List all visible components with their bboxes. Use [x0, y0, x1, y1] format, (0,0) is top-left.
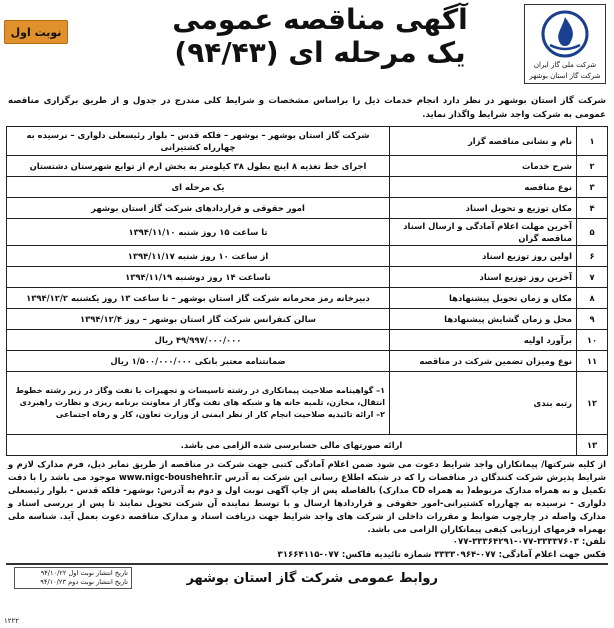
row-value: تا ساعت ۱۵ روز شنبه ۱۳۹۴/۱۱/۱۰ [7, 219, 390, 246]
logo-line-1: شرکت ملی گاز ایران [533, 61, 597, 69]
tender-details-table [6, 126, 608, 456]
ad-code: ۱۲۲۲ [4, 617, 20, 625]
row-label: محل و زمان گشایش پیشنهادها [390, 309, 577, 330]
row-number: ۵ [577, 219, 608, 246]
publish-date-1: تاریخ انتشار نوبت اول ۹۴/۱۰/۲۲ [40, 569, 128, 577]
first-round-badge: نوبت اول [4, 20, 68, 44]
row-label: رتبه بندی [390, 372, 577, 435]
phone-numbers: تلفن: ۳۳۳۳۷۶۰۳-۰۷۷-۳۳۳۶۴۲۹۱-۰۷۷ [452, 537, 606, 547]
row-value: امور حقوقی و قراردادهای شرکت گاز استان بوشهر [7, 198, 390, 219]
table-row [7, 219, 608, 246]
row-value: سالن کنفرانس شرکت گاز استان بوشهر – روز ۱۳۹۴/۱۲/۴ [7, 309, 390, 330]
row-label: اولین روز توزیع اسناد [390, 246, 577, 267]
fax-numbers: فکس جهت اعلام آمادگی: ۰۷۷-۳۳۳۳۰۹۶۴ شماره تائیدیه فاکس: ۰۷۷-۳۱۶۶۴۱۱۵ [277, 550, 606, 560]
row-label: نوع ومیزان تضمین شرکت در مناقصه [390, 351, 577, 372]
row-value: از ساعت ۱۰ روز شنبه ۱۳۹۴/۱۱/۱۷ [7, 246, 390, 267]
row-label: شرح خدمات [390, 156, 577, 177]
row-value: یک مرحله ای [7, 177, 390, 198]
row-number: ۱۲ [577, 372, 608, 435]
notes-paragraph: از کلیه شرکتها/ پیمانکاران واجد شرایط دعوت می شود ضمن اعلام آمادگی کتبی جهت شرکت در مناقصه از طریق نمابر ذیل، فرم مدارک لازم و شرایط پذیرش شرکت کنندگان در مناقصات را که در شبکه اطلاع رسانی این شرکت به آدرس www.nigc-boushehr.ir موجود می باشد را با دقت تکمیل و به همراه مدارک مربوطه( به همراه CD مدارک) بالفاصله پس از چاپ آگهی نوبت اول و دوم به آدرس: بوشهر- فلکه قدس - بلوار رئیسعلی دلواری - نرسیده به چهارراه کشتیرانی-امور حقوقی و قراردادها ارسال و با توسط نماینده آن شرکت تحویل نمایند تا پس از بررسی اسناد و مدارک واصله در چارچوب ضوابط و مقررات داخلی از شرکت های واجد شرایط جهت دریافت اسناد و مدارک مناقصه دعوت بعمل آید. شناسه ملی بهمراه فرمهای ارزیابی کیفی پیمانکاران الزامی می باشد. [8, 459, 606, 534]
table-row [7, 198, 608, 219]
row-number: ۷ [577, 267, 608, 288]
row-value: دبیرخانه رمز محرمانه شرکت گاز استان بوشهر – تا ساعت ۱۳ روز یکشنبه ۱۳۹۴/۱۲/۲ [7, 288, 390, 309]
row-label: آخرین مهلت اعلام آمادگی و ارسال اسناد مناقصه گران [390, 219, 577, 246]
table-row [7, 267, 608, 288]
footer-title: روابط عمومی شرکت گاز استان بوشهر [186, 571, 438, 586]
gas-flame-logo-icon [540, 9, 590, 59]
footer [6, 563, 608, 601]
table-row [7, 177, 608, 198]
logo-line-2: شرکت گاز استان بوشهر [529, 72, 601, 80]
row-label: نوع مناقصه [390, 177, 577, 198]
row-label: برآورد اولیه [390, 330, 577, 351]
row-value: ۴۹/۹۹۷/۰۰۰/۰۰۰ ریال [7, 330, 390, 351]
row-value: ۱– گواهینامه صلاحیت پیمانکاری در رشته تاسیسات و تجهیزات با نفت وگاز در زیر رشته خطوط انتقال، مخازن، تلمبه خانه ها و شبکه های نفت وگاز از معاونت برنامه ریزی و نظارت راهبردی ۲– ارائه تائیدیه صلاحیت انجام کار از نظر ایمنی از وزارت تعاون، کار و رفاه اجتماعی [7, 372, 390, 435]
row-number: ۱ [577, 127, 608, 156]
row-value: ارائه صورتهای مالی حسابرسی شده الزامی می باشد. [7, 435, 577, 456]
row-label: مکان و زمان تحویل پیشنهادها [390, 288, 577, 309]
row-number: ۱۱ [577, 351, 608, 372]
row-value: تاساعت ۱۴ روز دوشنبه ۱۳۹۴/۱۱/۱۹ [7, 267, 390, 288]
page-title: آگهی مناقصه عمومی [172, 3, 468, 36]
table-row [7, 127, 608, 156]
table-row [7, 435, 608, 456]
intro-paragraph: شرکت گاز استان بوشهر در نظر دارد انجام خدمات ذیل را براساس مشخصات و شرایط کلی مندرج در جدول و از طریق برگزاری مناقصه عمومی به شرکت واجد شرایط واگذار نماید. [8, 96, 606, 120]
row-value: شرکت گاز استان بوشهر – بوشهر – فلکه قدس – بلوار رئیسعلی دلواری – نرسیده به چهارراه کشتیرانی [7, 127, 390, 156]
table-row [7, 309, 608, 330]
row-value: ضمانتنامه معتبر بانکی ۱/۵۰۰/۰۰۰/۰۰۰ ریال [7, 351, 390, 372]
table-row [7, 351, 608, 372]
row-label: آخرین روز توزیع اسناد [390, 267, 577, 288]
publish-dates [14, 567, 132, 589]
row-number: ۱۰ [577, 330, 608, 351]
row-number: ۸ [577, 288, 608, 309]
row-label: نام و نشانی مناقصه گزار [390, 127, 577, 156]
table-row [7, 246, 608, 267]
row-number: ۳ [577, 177, 608, 198]
row-number: ۶ [577, 246, 608, 267]
row-label: مکان توزیع و تحویل اسناد [390, 198, 577, 219]
page-subtitle: یک مرحله ای (۹۴/۴۳) [174, 36, 466, 69]
row-number: ۹ [577, 309, 608, 330]
row-value: اجرای خط تغذیه ۸ اینچ بطول ۳۸ کیلومتر به بخش ارم از توابع شهرستان دشتستان [7, 156, 390, 177]
company-logo [524, 4, 606, 84]
row-number: ۱۳ [577, 435, 608, 456]
publish-date-2: تاریخ انتشار نوبت دوم ۹۴/۱۰/۲۳ [40, 578, 128, 586]
table-row [7, 372, 608, 435]
table-row [7, 156, 608, 177]
row-number: ۴ [577, 198, 608, 219]
table-row [7, 288, 608, 309]
table-row [7, 330, 608, 351]
row-number: ۲ [577, 156, 608, 177]
